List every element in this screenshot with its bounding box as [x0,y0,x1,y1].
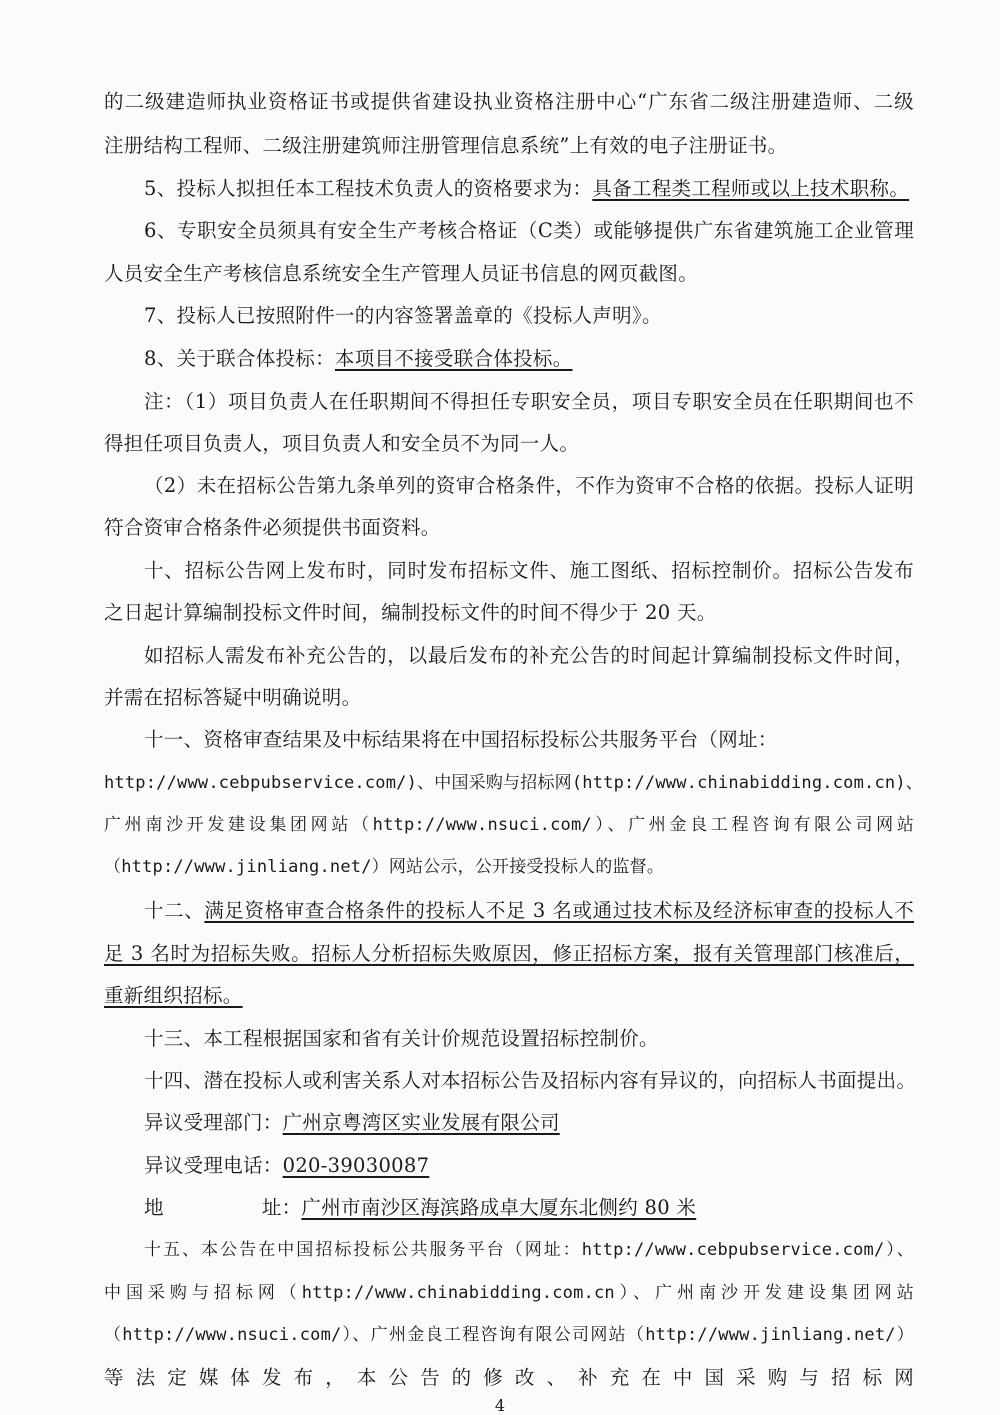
objection-phone [144,1152,914,1180]
objection-address-value: 广州市南沙区海滨路成卓大厦东北侧约 80 米 [301,1196,697,1219]
objection-department-label: 异议受理部门： [144,1111,283,1134]
text-line: 重新组织招标。 [104,984,243,1007]
text-line: 7、投标人已按照附件一的内容签署盖章的《投标人声明》。 [144,304,662,327]
page-number: 4 [494,1396,506,1415]
text-line: http://www.cebpubservice.com/)、中国采购与招标网(http://www.chinabidding.com.cn)、 [104,773,923,793]
text-line: 等法定媒体发布，本公告的修改、补充在中国采购与招标网 [104,1366,914,1389]
objection-address-label-2: 址： [261,1196,302,1219]
item-12-label: 十二、 [144,899,205,922]
item-5-label: 5、投标人拟担任本工程技术负责人的资格要求为： [144,177,593,200]
objection-department [144,1109,914,1137]
objection-address [144,1194,914,1222]
text-line: 得担任项目负责人，项目负责人和安全员不为同一人。 [104,432,580,455]
text-line: （2）未在招标公告第九条单列的资审合格条件，不作为资审不合格的依据。投标人证明 [144,474,914,497]
objection-department-value: 广州京粤湾区实业发展有限公司 [282,1111,560,1134]
item-12-text: 满足资格审查合格条件的投标人不足 3 名或通过技术标及经济标审查的投标人不 [204,899,914,922]
text-line: 人员安全生产考核信息系统安全生产管理人员证书信息的网页截图。 [104,262,699,285]
objection-address-label-1: 地 [144,1196,164,1219]
text-line: 广州南沙开发建设集团网站（http://www.nsuci.com/）、广州金良工程咨询有限公司网站 [104,815,914,835]
text-line: 注：（1）项目负责人在任职期间不得担任专职安全员，项目专职安全员在任职期间也不 [144,390,914,413]
text-line: 6、专职安全员须具有安全生产考核合格证（C类）或能够提供广东省建筑施工企业管理 [144,219,914,242]
text-line: （http://www.jinliang.net/）网站公示，公开接受投标人的监督。 [104,857,665,877]
text-line: 并需在招标答疑中明确说明。 [104,686,362,709]
text-line: 之日起计算编制投标文件时间，编制投标文件的时间不得少于 20 天。 [104,601,717,624]
item-8-label: 8、关于联合体投标： [144,347,335,370]
text-line: 十五、本公告在中国招标投标公共服务平台（网址：http://www.cebpubservice.com/）、 [144,1240,914,1260]
text-line: 如招标人需发布补充公告的，以最后发布的补充公告的时间起计算编制投标文件时间， [144,644,914,667]
text-line: 十一、资格审查结果及中标结果将在中国招标投标公共服务平台（网址： [144,728,778,751]
objection-phone-value: 020-39030087 [282,1154,430,1177]
text-line-item-5 [144,175,914,203]
text-line: 的二级建造师执业资格证书或提供省建设执业资格注册中心“广东省二级注册建造师、二级 [104,90,914,113]
text-line-item-8 [144,345,914,373]
objection-phone-label: 异议受理电话： [144,1154,283,1177]
text-line: （http://www.nsuci.com/）、广州金良工程咨询有限公司网站（http://www.jinliang.net/） [104,1325,914,1345]
text-line: 十、招标公告网上发布时，同时发布招标文件、施工图纸、招标控制价。招标公告发布 [144,559,914,582]
text-line: 足 3 名时为招标失败。招标人分析招标失败原因，修正招标方案，报有关管理部门核准后， [104,942,914,965]
item-5-requirement: 具备工程类工程师或以上技术职称。 [592,177,910,200]
text-line: 注册结构工程师、二级注册建筑师注册管理信息系统”上有效的电子注册证书。 [104,134,788,157]
item-8-value: 本项目不接受联合体投标。 [334,347,573,370]
text-line: 符合资审合格条件必须提供书面资料。 [104,516,441,539]
text-line: 中国采购与招标网（http://www.chinabidding.com.cn）、广州南沙开发建设集团网站 [104,1283,914,1303]
text-line-item-12 [144,897,914,925]
text-line: 十三、本工程根据国家和省有关计价规范设置招标控制价。 [144,1027,659,1050]
text-line: 十四、潜在投标人或利害关系人对本招标公告及招标内容有异议的，向招标人书面提出。 [144,1069,917,1092]
